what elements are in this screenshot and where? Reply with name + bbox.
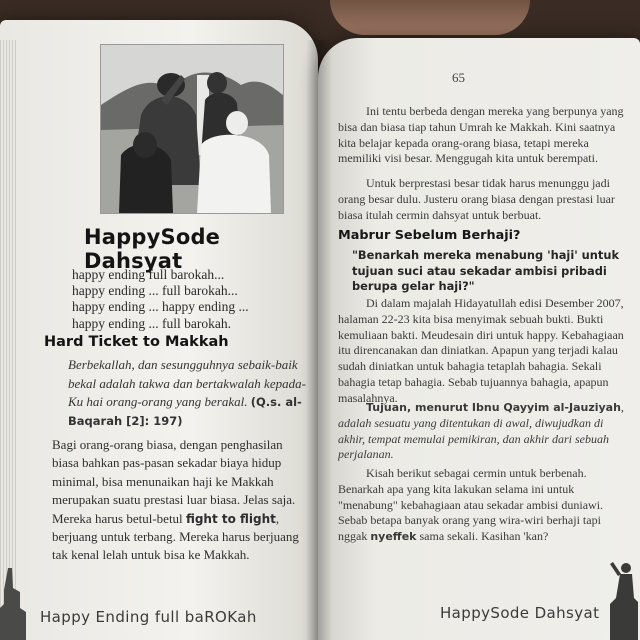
hand-holding-book — [330, 0, 530, 35]
body-bold-text: fight to flight — [185, 511, 276, 526]
para-text: Kisah berikut sebagai cermin untuk berbenah. Benarkah apa yang kita lakukan selama ini untuk "menabung" kebahagiaan atau sekadar ambisi duniawi. Sebab betapa banyak orang yang wira-wiri berhaji tapi nggak — [338, 466, 604, 544]
right-paragraph-4 — [338, 400, 628, 463]
para-bold-text: Tujuan, menurut — [366, 401, 472, 414]
quran-quote — [68, 356, 312, 430]
body-text: , berjuang untuk terbang. Mereka harus berjuang tak kenal lelah untuk bisa ke Makkah. — [52, 510, 299, 563]
monument-silhouette-icon — [0, 568, 30, 640]
right-paragraph-3: Di dalam majalah Hidayatullah edisi Desember 2007, halaman 22-23 kita bisa menyimak sebuah bukti. Bukti kemuliaan bakti. Meudesain diri untuk happy. Kebahagiaan itu direncanakan dan diniatkan. Apapun yang terjadi kalau sudah diniatkan untuk bahagia tetaplah bahagia. Sekali bahagia tetap bahagia. Sebab tujuannya bahagia, apapun masalahnya. — [338, 296, 624, 405]
right-paragraph-2: Untuk berprestasi besar tidak harus menunggu jadi orang besar dulu. Justeru orang biasa dengan prestasi luar biasa itulah cermin dahsyat untuk berbuat. — [338, 176, 615, 222]
left-body-paragraph — [52, 436, 310, 565]
statue-silhouette-icon — [608, 558, 640, 640]
section-heading-hard-ticket: Hard Ticket to Makkah — [44, 334, 229, 350]
page-number: 65 — [452, 70, 465, 85]
quote-reference: (Q.s. al-Baqarah [2]: 197) — [68, 395, 302, 428]
intro-line: happy ending full barokah... — [72, 267, 225, 282]
intro-line: happy ending ... full barokah. — [72, 315, 231, 331]
quote-text: Berbekallah, dan sesungguhnya sebaik-baik bekal adalah takwa dan bertakwalah kepada-Ku hai orang-orang yang berakal. — [68, 357, 306, 409]
page-edges — [0, 40, 16, 640]
right-paragraph-1: Ini tentu berbeda dengan mereka yang berpunya yang bisa dan biasa tiap tahun Umrah ke Makkah. Kini saatnya kita belajar kepada orang-orang biasa, tetapi mereka memiliki visi besar. Menggugah kita untuk berempati. — [338, 104, 624, 166]
intro-line: happy ending ... full barokah... — [72, 283, 238, 299]
body-text: Bagi orang-orang biasa, dengan penghasilan biasa bahkan pas-pasan sekadar biaya hidup minimal, bisa menunaikan haji ke Makkah merupakan suatu prestasi luar biasa. Jelas saja. Mereka harus betul-betul — [52, 437, 296, 526]
left-page-footer: Happy Ending full baROKah — [40, 608, 257, 626]
para-bold-name: Ibnu Qayyim al-Jauziyah — [471, 401, 621, 414]
bold-question: "Benarkah mereka menabung 'haji' untuk tujuan suci atau sekadar ambisi pribadi berupa gelar haji?" — [352, 248, 620, 294]
para-text: sama sekali. Kasihan 'kan? — [416, 529, 549, 544]
right-paragraph-5 — [338, 466, 628, 545]
intro-line: happy ending ... happy ending ... — [72, 299, 249, 315]
para-text: , adalah sesuatu yang ditentukan di awal, diwujudkan di akhir, tempat memulai pemikiran, dan akhir dari sebuah perjalanan. — [338, 400, 624, 462]
chapter-title: HappySode Dahsyat — [84, 225, 221, 273]
section-heading-mabrur: Mabrur Sebelum Berhaji? — [338, 228, 521, 243]
para-bold-word: nyeffek — [370, 530, 417, 544]
right-page-footer: HappySode Dahsyat — [440, 604, 600, 622]
intro-lines — [72, 267, 302, 332]
pilgrims-photo — [100, 44, 284, 214]
